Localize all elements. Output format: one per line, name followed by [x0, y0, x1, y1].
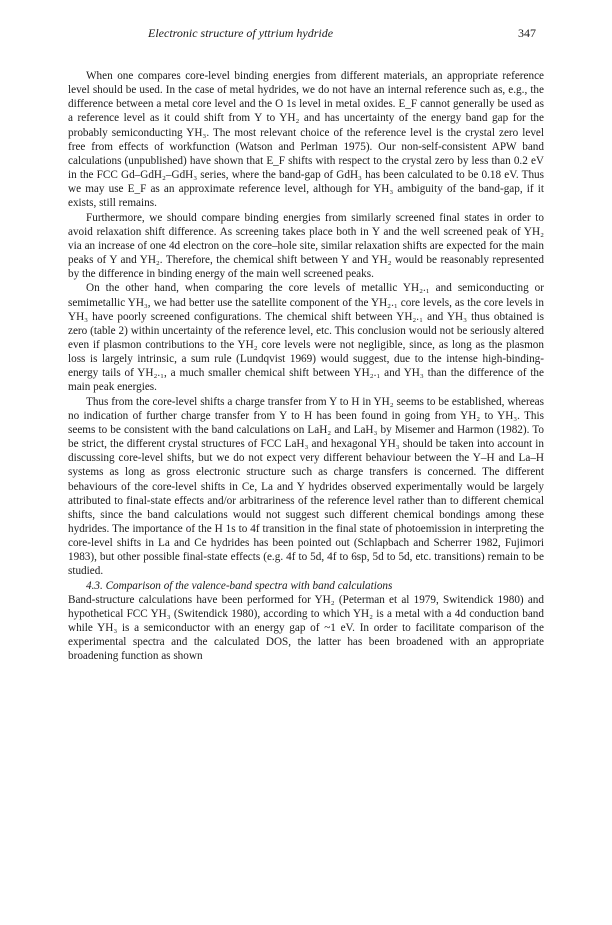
- section-heading: 4.3. Comparison of the valence-band spectra with band calculations: [86, 579, 393, 592]
- paragraph-chemical-shift: On the other hand, when comparing the core levels of metallic YH₂.₁ and semiconducting or semimetallic YH₃, we had better use the satellite component of the YH₂.₁ core levels, as the core levels in YH₃ have poorly screened configurations. The chemical shift between YH₂.₁ and YH₃ thus obtained is zero (table 2) within uncertainty of the reference level, etc. This conclusion would not be seriously altered even if plasmon contributions to the YH₂ core levels were not negligible, since, as long as the plasmon loss is largely intrinsic, a sum rule (Lundqvist 1969) would suggest, due to the intense high-binding-energy tails of YH₂.₁, a much smaller chemical shift between YH₂.₁ and YH₃ than the difference of the main peak energies.: [68, 282, 544, 394]
- body-text: [68, 69, 544, 664]
- running-head: [68, 26, 544, 44]
- running-title: Electronic structure of yttrium hydride: [148, 26, 334, 40]
- page-number: 347: [518, 26, 536, 40]
- paragraph-band-structure: Band-structure calculations have been performed for YH₂ (Peterman et al 1979, Switendick 1980) and hypothetical FCC YH₃ (Switendick 1980), according to which YH₂ is a metal with a 4d conduction band while YH₃ is a semiconductor with an energy gap of ~1 eV. In order to facilitate comparison of the experimental spectra and the calculated DOS, the latter has been broadened with an appropriate broadening function as shown: [68, 593, 544, 663]
- paragraph-reference-level: When one compares core-level binding energies from different materials, an appropriate reference level should be used. In the case of metal hydrides, we do not have an internal reference such as, e.g., the difference between a metal core level and the O 1s level in metal oxides. E_F cannot generally be used as a reference level as it could shift from Y to YH₂ and has uncertainty of the energy band gap for the probably semiconducting YH₃. The most relevant choice of the reference level is the crystal zero level free from effects of workfunction (Watson and Perlman 1975). Our non-self-consistent APW band calculations (unpublished) have shown that E_F shifts with respect to the crystal zero by less than 0.2 eV in the FCC Gd–GdH₂–GdH₃ series, where the band-gap of GdH₃ has been calculated to be 0.18 eV. Thus we may use E_F as an approximate reference level, although for YH₃ ambiguity of the band-gap, if it exists, still remains.: [68, 70, 544, 210]
- paragraph-charge-transfer: Thus from the core-level shifts a charge transfer from Y to H in YH₂ seems to be established, whereas no indication of further charge transfer from Y to H has been found in going from YH₂ to YH₃. This seems to be consistent with the band calculations on LaH₂ and LaH₃ by Misemer and Harmon (1982). To be strict, the different crystal structures of FCC LaH₃ and hexagonal YH₃ should be taken into account in discussing core-level shifts, but we do not expect very different behaviour between the Y–H and La–H systems as long as gross electronic structure such as charge transfers is concerned. The different behaviours of the core-level shifts in Ce, La and Y hydrides observed experimentally would be largely attributed to final-state effects and/or arbitrariness of the reference level rather than to different chemical shifts, since the band calculations would not suggest such different chemical bondings among these hydrides. The importance of the H 1s to 4f transition in the final state of photoemission in interpreting the core-level shifts in La and Ce hydrides has been pointed out (Schlapbach and Scherrer 1982, Fujimori 1983), but other possible final-state effects (e.g. 4f to 5d, 4f to 6sp, 5d to 5d, etc. transitions) remain to be studied.: [68, 395, 544, 578]
- paragraph-screening: Furthermore, we should compare binding energies from similarly screened final states in order to avoid relaxation shift difference. As screening takes place both in Y and the well screened peak of YH₂ via an increase of one 4d electron on the core–hole site, similar relaxation shifts are expected for the main peaks of Y and YH₂. Therefore, the chemical shift between Y and YH₂ would be reasonably represented by the difference in binding energy of the main well screened peaks.: [68, 211, 544, 281]
